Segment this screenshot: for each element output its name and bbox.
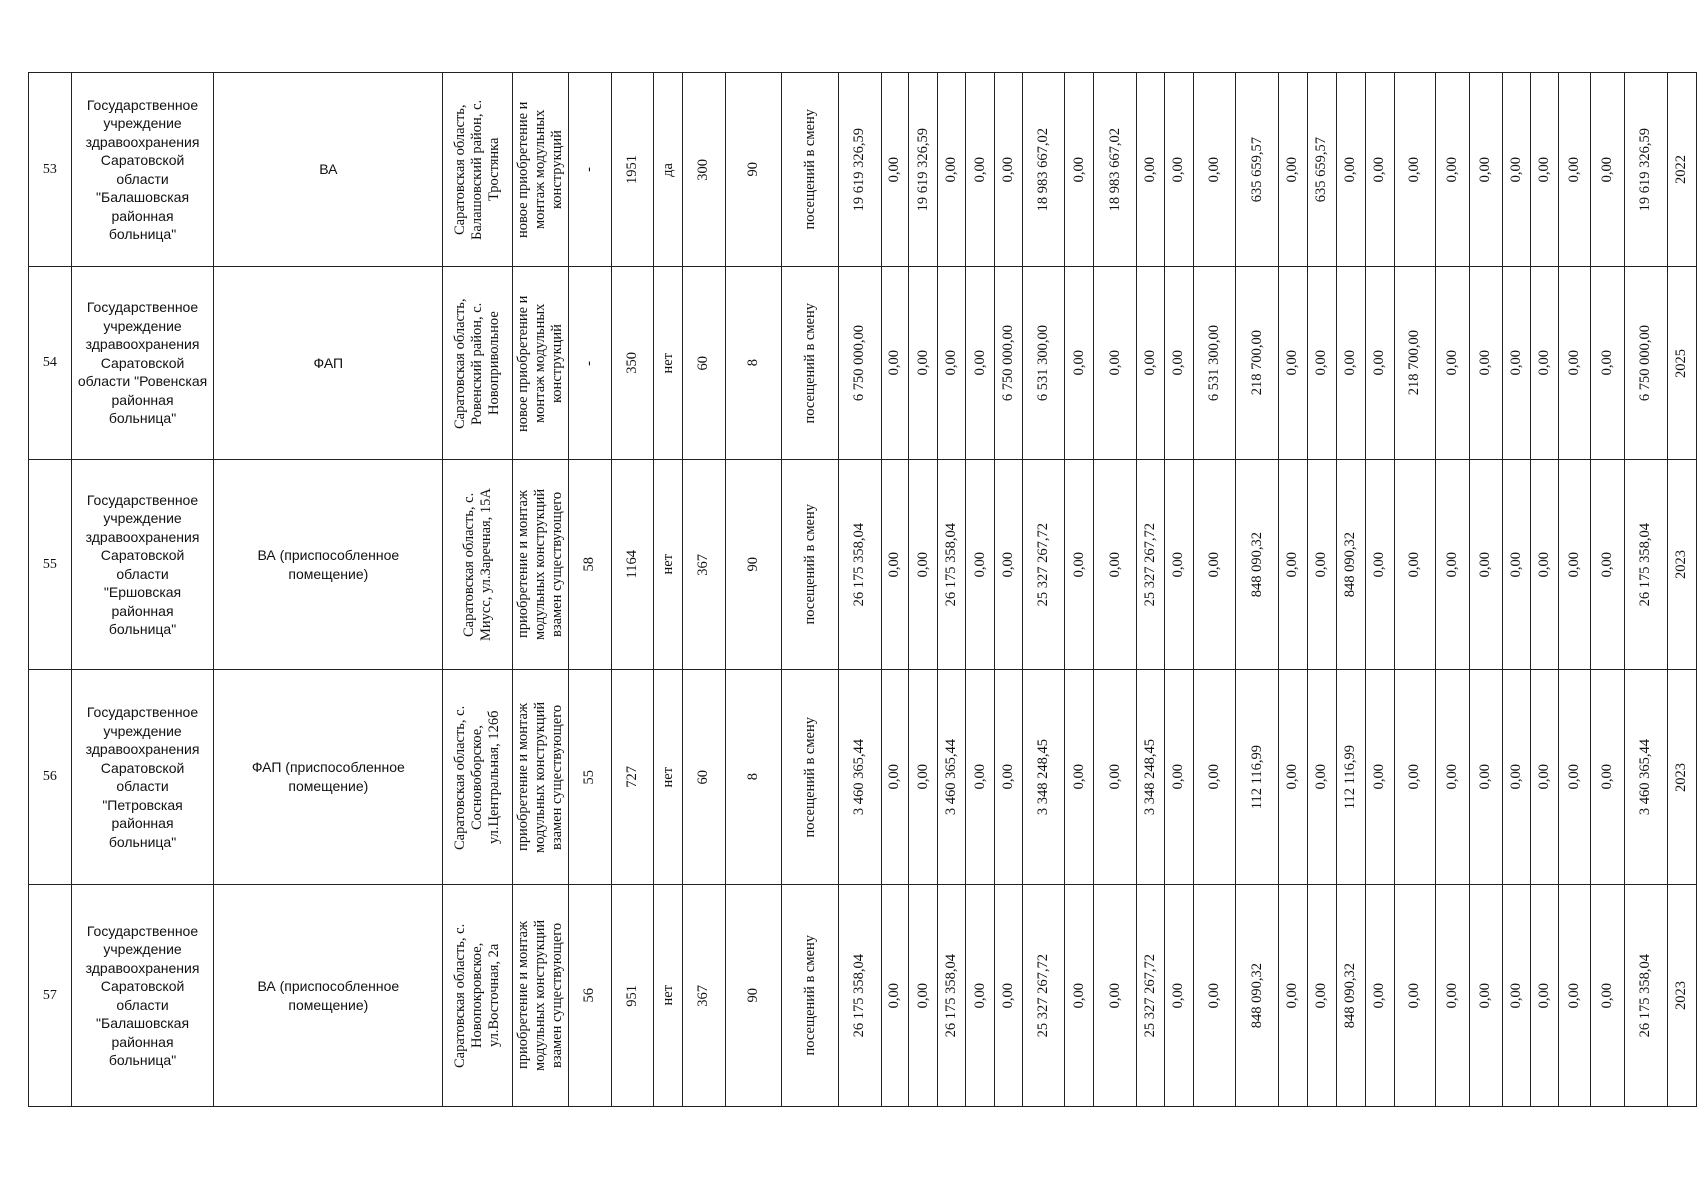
amount-cell: 0,00 bbox=[1193, 885, 1236, 1107]
amount-cell: 0,00 bbox=[1558, 885, 1591, 1107]
organization-name: Государственное учреждение здравоохранения Саратовской области "Ровенская районная больница" bbox=[71, 267, 214, 460]
amount-cell: 3 348 248,45 bbox=[1022, 670, 1065, 885]
facility-type: ВА (приспособленное помещение) bbox=[214, 460, 443, 670]
amount-cell: 0,00 bbox=[1094, 460, 1137, 670]
amount-cell: 0,00 bbox=[1279, 885, 1308, 1107]
amount-cell: 0,00 bbox=[966, 267, 995, 460]
amount-cell: 112 116,99 bbox=[1336, 670, 1365, 885]
table-row bbox=[29, 73, 1697, 267]
work-type: приобретение и монтаж модульных конструкций взамен существующего bbox=[513, 460, 569, 670]
amount-cell: 18 983 667,02 bbox=[1094, 73, 1137, 267]
amount-cell: 0,00 bbox=[1365, 73, 1394, 267]
organization-name: Государственное учреждение здравоохранения Саратовской области "Ершовская районная больница" bbox=[71, 460, 214, 670]
amount-cell: 0,00 bbox=[1530, 73, 1558, 267]
amount-cell: 0,00 bbox=[1436, 267, 1470, 460]
amount-cell: 0,00 bbox=[1307, 460, 1336, 670]
facility-address: Саратовская область, с. Новопокровское, ул.Восточная, 2а bbox=[443, 885, 513, 1107]
amount-cell: 0,00 bbox=[1164, 885, 1193, 1107]
amount-cell: 0,00 bbox=[1193, 460, 1236, 670]
amount-cell: 0,00 bbox=[1558, 267, 1591, 460]
capacity-value: 90 bbox=[725, 73, 782, 267]
capacity-value: 8 bbox=[725, 670, 782, 885]
amount-cell: 0,00 bbox=[1436, 73, 1470, 267]
population-served: 1164 bbox=[611, 460, 654, 670]
amount-cell: 0,00 bbox=[909, 460, 938, 670]
amount-cell: 25 327 267,72 bbox=[1137, 885, 1165, 1107]
amount-cell: 0,00 bbox=[1469, 670, 1502, 885]
amount-cell: 0,00 bbox=[1164, 267, 1193, 460]
amount-cell: 26 175 358,04 bbox=[1625, 460, 1668, 670]
wear-percent: - bbox=[568, 73, 611, 267]
row-number: 53 bbox=[29, 73, 72, 267]
wear-percent: - bbox=[568, 267, 611, 460]
amount-cell: 26 175 358,04 bbox=[838, 460, 881, 670]
amount-cell: 0,00 bbox=[1530, 460, 1558, 670]
amount-cell: 0,00 bbox=[1307, 670, 1336, 885]
amount-cell: 0,00 bbox=[1279, 670, 1308, 885]
row-number: 55 bbox=[29, 460, 72, 670]
amount-cell: 26 175 358,04 bbox=[838, 885, 881, 1107]
amount-cell: 3 348 248,45 bbox=[1137, 670, 1165, 885]
amount-cell: 0,00 bbox=[1469, 73, 1502, 267]
amount-cell: 0,00 bbox=[1365, 885, 1394, 1107]
amount-cell: 2023 bbox=[1667, 670, 1696, 885]
amount-cell: 0,00 bbox=[938, 267, 966, 460]
amount-cell: 218 700,00 bbox=[1394, 267, 1436, 460]
capacity-unit: посещений в смену bbox=[782, 885, 839, 1107]
amount-cell: 0,00 bbox=[994, 885, 1022, 1107]
amount-cell: 0,00 bbox=[1394, 73, 1436, 267]
capacity-unit: посещений в смену bbox=[782, 460, 839, 670]
amount-cell: 0,00 bbox=[1164, 460, 1193, 670]
amount-cell: 0,00 bbox=[1558, 460, 1591, 670]
table-row bbox=[29, 267, 1697, 460]
facility-address: Саратовская область, с. Миусс, ул.Заречная, 15А bbox=[443, 460, 513, 670]
facility-address: Саратовская область, Балашовский район, с. Тростянка bbox=[443, 73, 513, 267]
amount-cell: 26 175 358,04 bbox=[1625, 885, 1668, 1107]
capacity-value: 90 bbox=[725, 460, 782, 670]
amount-cell: 19 619 326,59 bbox=[838, 73, 881, 267]
amount-cell: 848 090,32 bbox=[1236, 885, 1279, 1107]
amount-cell: 6 750 000,00 bbox=[1625, 267, 1668, 460]
amount-cell: 0,00 bbox=[1094, 885, 1137, 1107]
facility-address: Саратовская область, с. Сосновоборское, ул.Центральная, 126б bbox=[443, 670, 513, 885]
amount-cell: 0,00 bbox=[1436, 460, 1470, 670]
amount-cell: 0,00 bbox=[1394, 460, 1436, 670]
amount-cell: 0,00 bbox=[881, 885, 909, 1107]
amount-cell: 0,00 bbox=[1591, 267, 1625, 460]
amount-cell: 112 116,99 bbox=[1236, 670, 1279, 885]
work-type: новое приобретение и монтаж модульных конструкций bbox=[513, 73, 569, 267]
amount-cell: 3 460 365,44 bbox=[938, 670, 966, 885]
amount-cell: 0,00 bbox=[1137, 267, 1165, 460]
amount-cell: 19 619 326,59 bbox=[1625, 73, 1668, 267]
amount-cell: 3 460 365,44 bbox=[838, 670, 881, 885]
amount-cell: 6 750 000,00 bbox=[838, 267, 881, 460]
population-served: 727 bbox=[611, 670, 654, 885]
amount-cell: 0,00 bbox=[881, 670, 909, 885]
amount-cell: 6 750 000,00 bbox=[994, 267, 1022, 460]
amount-cell: 0,00 bbox=[1193, 670, 1236, 885]
table-row bbox=[29, 885, 1697, 1107]
amount-cell: 0,00 bbox=[1502, 460, 1530, 670]
amount-cell: 0,00 bbox=[1365, 670, 1394, 885]
wear-percent: 58 bbox=[568, 460, 611, 670]
amount-cell: 0,00 bbox=[1394, 885, 1436, 1107]
amount-cell: 635 659,57 bbox=[1236, 73, 1279, 267]
amount-cell: 0,00 bbox=[1591, 670, 1625, 885]
amount-cell: 0,00 bbox=[1436, 670, 1470, 885]
working-days: 367 bbox=[683, 885, 726, 1107]
organization-name: Государственное учреждение здравоохранения Саратовской области "Балашовская районная больница" bbox=[71, 73, 214, 267]
amount-cell: 0,00 bbox=[966, 73, 995, 267]
amount-cell: 0,00 bbox=[881, 460, 909, 670]
amount-cell: 0,00 bbox=[966, 460, 995, 670]
amount-cell: 0,00 bbox=[1336, 267, 1365, 460]
amount-cell: 0,00 bbox=[1530, 267, 1558, 460]
amount-cell: 2025 bbox=[1667, 267, 1696, 460]
amount-cell: 0,00 bbox=[1307, 267, 1336, 460]
amount-cell: 635 659,57 bbox=[1307, 73, 1336, 267]
amount-cell: 0,00 bbox=[1530, 670, 1558, 885]
amount-cell: 0,00 bbox=[1164, 670, 1193, 885]
amount-cell: 0,00 bbox=[1279, 460, 1308, 670]
facility-address: Саратовская область, Ровенский район, с. Новопривольное bbox=[443, 267, 513, 460]
amount-cell: 848 090,32 bbox=[1236, 460, 1279, 670]
availability-flag: нет bbox=[654, 267, 683, 460]
amount-cell: 6 531 300,00 bbox=[1193, 267, 1236, 460]
amount-cell: 0,00 bbox=[1394, 670, 1436, 885]
availability-flag: нет bbox=[654, 460, 683, 670]
amount-cell: 0,00 bbox=[938, 73, 966, 267]
facility-type: ВА (приспособленное помещение) bbox=[214, 885, 443, 1107]
organization-name: Государственное учреждение здравоохранения Саратовской области "Петровская районная больница" bbox=[71, 670, 214, 885]
facility-type: ВА bbox=[214, 73, 443, 267]
amount-cell: 218 700,00 bbox=[1236, 267, 1279, 460]
amount-cell: 0,00 bbox=[1502, 670, 1530, 885]
amount-cell: 0,00 bbox=[909, 885, 938, 1107]
table-row bbox=[29, 670, 1697, 885]
row-number: 54 bbox=[29, 267, 72, 460]
amount-cell: 0,00 bbox=[1094, 267, 1137, 460]
amount-cell: 0,00 bbox=[1365, 267, 1394, 460]
amount-cell: 0,00 bbox=[1558, 670, 1591, 885]
work-type: приобретение и монтаж модульных конструкций взамен существующего bbox=[513, 885, 569, 1107]
capacity-unit: посещений в смену bbox=[782, 670, 839, 885]
capacity-unit: посещений в смену bbox=[782, 267, 839, 460]
amount-cell: 0,00 bbox=[1365, 460, 1394, 670]
availability-flag: да bbox=[654, 73, 683, 267]
amount-cell: 0,00 bbox=[1065, 670, 1094, 885]
amount-cell: 25 327 267,72 bbox=[1022, 460, 1065, 670]
amount-cell: 0,00 bbox=[1336, 73, 1365, 267]
work-type: новое приобретение и монтаж модульных конструкций bbox=[513, 267, 569, 460]
amount-cell: 0,00 bbox=[1279, 267, 1308, 460]
investment-table bbox=[28, 72, 1697, 1107]
amount-cell: 19 619 326,59 bbox=[909, 73, 938, 267]
working-days: 367 bbox=[683, 460, 726, 670]
amount-cell: 0,00 bbox=[1137, 73, 1165, 267]
amount-cell: 2022 bbox=[1667, 73, 1696, 267]
amount-cell: 0,00 bbox=[994, 73, 1022, 267]
amount-cell: 848 090,32 bbox=[1336, 460, 1365, 670]
amount-cell: 0,00 bbox=[966, 885, 995, 1107]
amount-cell: 0,00 bbox=[1164, 73, 1193, 267]
amount-cell: 0,00 bbox=[1065, 73, 1094, 267]
work-type: приобретение и монтаж модульных конструкций взамен существующего bbox=[513, 670, 569, 885]
facility-type: ФАП bbox=[214, 267, 443, 460]
amount-cell: 25 327 267,72 bbox=[1137, 460, 1165, 670]
capacity-value: 8 bbox=[725, 267, 782, 460]
amount-cell: 2023 bbox=[1667, 885, 1696, 1107]
capacity-value: 90 bbox=[725, 885, 782, 1107]
availability-flag: нет bbox=[654, 885, 683, 1107]
facility-type: ФАП (приспособленное помещение) bbox=[214, 670, 443, 885]
amount-cell: 0,00 bbox=[1469, 267, 1502, 460]
amount-cell: 0,00 bbox=[1591, 460, 1625, 670]
capacity-unit: посещений в смену bbox=[782, 73, 839, 267]
amount-cell: 0,00 bbox=[1065, 460, 1094, 670]
amount-cell: 26 175 358,04 bbox=[938, 460, 966, 670]
amount-cell: 0,00 bbox=[1065, 885, 1094, 1107]
working-days: 300 bbox=[683, 73, 726, 267]
population-served: 951 bbox=[611, 885, 654, 1107]
amount-cell: 0,00 bbox=[881, 267, 909, 460]
amount-cell: 0,00 bbox=[1591, 73, 1625, 267]
table-row bbox=[29, 460, 1697, 670]
amount-cell: 0,00 bbox=[1094, 670, 1137, 885]
row-number: 57 bbox=[29, 885, 72, 1107]
amount-cell: 26 175 358,04 bbox=[938, 885, 966, 1107]
amount-cell: 0,00 bbox=[909, 267, 938, 460]
working-days: 60 bbox=[683, 670, 726, 885]
amount-cell: 0,00 bbox=[1558, 73, 1591, 267]
wear-percent: 55 bbox=[568, 670, 611, 885]
amount-cell: 25 327 267,72 bbox=[1022, 885, 1065, 1107]
amount-cell: 0,00 bbox=[1469, 460, 1502, 670]
amount-cell: 0,00 bbox=[966, 670, 995, 885]
availability-flag: нет bbox=[654, 670, 683, 885]
amount-cell: 2023 bbox=[1667, 460, 1696, 670]
amount-cell: 0,00 bbox=[909, 670, 938, 885]
population-served: 350 bbox=[611, 267, 654, 460]
amount-cell: 3 460 365,44 bbox=[1625, 670, 1668, 885]
amount-cell: 0,00 bbox=[994, 670, 1022, 885]
wear-percent: 56 bbox=[568, 885, 611, 1107]
population-served: 1951 bbox=[611, 73, 654, 267]
amount-cell: 0,00 bbox=[1591, 885, 1625, 1107]
amount-cell: 18 983 667,02 bbox=[1022, 73, 1065, 267]
amount-cell: 0,00 bbox=[1193, 73, 1236, 267]
amount-cell: 0,00 bbox=[1065, 267, 1094, 460]
organization-name: Государственное учреждение здравоохранения Саратовской области "Балашовская районная больница" bbox=[71, 885, 214, 1107]
amount-cell: 0,00 bbox=[1502, 73, 1530, 267]
amount-cell: 0,00 bbox=[1279, 73, 1308, 267]
row-number: 56 bbox=[29, 670, 72, 885]
amount-cell: 848 090,32 bbox=[1336, 885, 1365, 1107]
amount-cell: 0,00 bbox=[994, 460, 1022, 670]
amount-cell: 0,00 bbox=[1436, 885, 1470, 1107]
amount-cell: 0,00 bbox=[1530, 885, 1558, 1107]
amount-cell: 0,00 bbox=[1502, 885, 1530, 1107]
amount-cell: 0,00 bbox=[881, 73, 909, 267]
amount-cell: 0,00 bbox=[1469, 885, 1502, 1107]
amount-cell: 0,00 bbox=[1502, 267, 1530, 460]
amount-cell: 0,00 bbox=[1307, 885, 1336, 1107]
amount-cell: 6 531 300,00 bbox=[1022, 267, 1065, 460]
working-days: 60 bbox=[683, 267, 726, 460]
